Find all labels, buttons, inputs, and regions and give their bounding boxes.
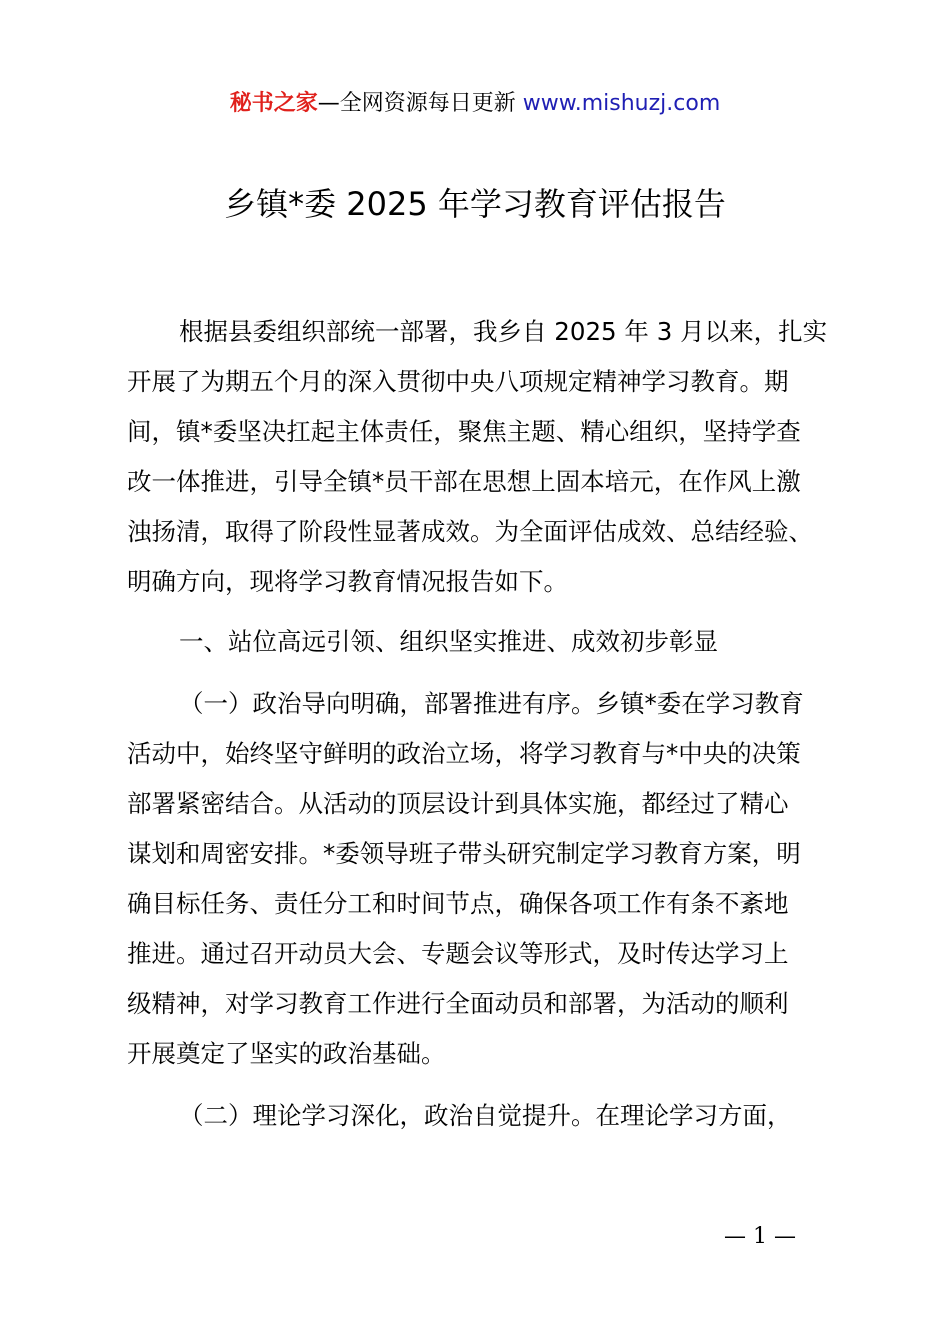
site-header xyxy=(0,88,950,120)
page-number: — 1 — xyxy=(724,1224,796,1249)
paragraph-line: 开展奠定了坚实的政治基础。 xyxy=(127,1039,446,1068)
paragraph-line: 部署紧密结合。从活动的顶层设计到具体实施，都经过了精心 xyxy=(127,789,789,818)
subsection-1-paragraph xyxy=(127,679,847,1079)
paragraph-line: 确目标任务、责任分工和时间节点，确保各项工作有条不紊地 xyxy=(127,889,789,918)
paragraph-line: 级精神，对学习教育工作进行全面动员和部署，为活动的顺利 xyxy=(127,989,789,1018)
paragraph-line: 明确方向，现将学习教育情况报告如下。 xyxy=(127,567,568,596)
intro-paragraph xyxy=(127,307,847,607)
paragraph-line: 间，镇*委坚决扛起主体责任，聚焦主题、精心组织，坚持学查 xyxy=(127,417,801,446)
paragraph-line: （二）理论学习深化，政治自觉提升。在理论学习方面， xyxy=(179,1101,792,1130)
site-url-link[interactable]: www.mishuzj.com xyxy=(522,91,721,116)
paragraph-line: 浊扬清，取得了阶段性显著成效。为全面评估成效、总结经验、 xyxy=(127,517,813,546)
document-title: 乡镇*委 2025 年学习教育评估报告 xyxy=(224,185,726,223)
section-heading: 一、站位高远引领、组织坚实推进、成效初步彰显 xyxy=(179,627,718,656)
paragraph-line: 推进。通过召开动员大会、专题会议等形式，及时传达学习上 xyxy=(127,939,789,968)
paragraph-line: 根据县委组织部统一部署，我乡自 2025 年 3 月以来，扎实 xyxy=(179,317,828,346)
paragraph-line: 开展了为期五个月的深入贯彻中央八项规定精神学习教育。期 xyxy=(127,367,789,396)
paragraph-line: 谋划和周密安排。*委领导班子带头研究制定学习教育方案，明 xyxy=(127,839,801,868)
header-tagline: —全网资源每日更新 xyxy=(317,91,523,116)
paragraph-line: 改一体推进，引导全镇*员干部在思想上固本培元，在作风上激 xyxy=(127,467,801,496)
paragraph-line: （一）政治导向明确，部署推进有序。乡镇*委在学习教育 xyxy=(179,689,804,718)
paragraph-line: 活动中，始终坚守鲜明的政治立场，将学习教育与*中央的决策 xyxy=(127,739,801,768)
subsection-2-paragraph xyxy=(127,1091,847,1141)
brand-name: 秘书之家 xyxy=(229,91,318,116)
